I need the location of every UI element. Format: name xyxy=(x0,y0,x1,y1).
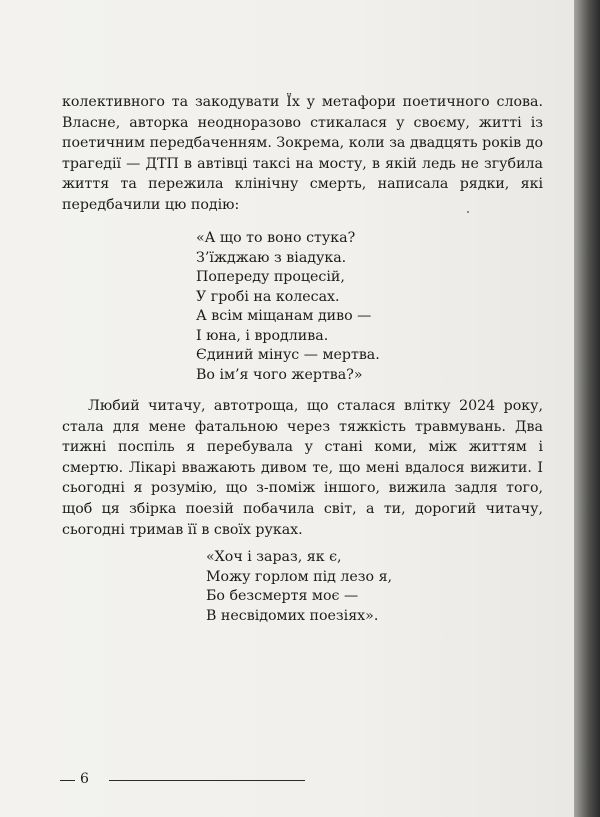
poem-line: А всім міщанам диво — xyxy=(196,308,372,324)
poem-stanza-1 xyxy=(196,229,380,385)
poem-line: В несвідомих поезіях». xyxy=(206,607,379,624)
poem-line: Попереду процесій, xyxy=(196,269,345,285)
intro-paragraph: колективного та закодувати Їх у метафори поетичного слова. Власне, авторка неодноразово стикалася у своєму, житті із поетичним передбаченням. Зокрема, коли за двадцять років до трагедії — ДТП в автівці таксі на мосту, в якій ледь не згубила життя та пережила клінічну смерть, написала рядки, які передбачили цю подію: xyxy=(62,94,543,213)
poem-line: У гробі на колесах. xyxy=(196,288,340,305)
poem-line: «Хоч і зараз, як є, xyxy=(206,549,342,565)
paper-speck xyxy=(467,211,469,213)
poem-line: З’їжджаю з віадука. xyxy=(196,249,347,266)
poem-line: Єдиний мінус — мертва. xyxy=(196,347,380,363)
page-edge-shadow xyxy=(574,0,600,817)
page-number: 6 xyxy=(80,771,89,787)
poem-stanza-2 xyxy=(206,548,392,626)
poem-line: І юна, і вродлива. xyxy=(196,327,329,344)
footer-rule xyxy=(109,780,305,781)
poem-line: Бо безсмертя моє — xyxy=(206,588,359,604)
reader-address-paragraph: Любий читачу, автотроща, що сталася влітку 2024 року, стала для мене фатальною через тяжкість травмувань. Два тижні поспіль я перебувала у стані коми, між життям і смертю. Лікарі вважають дивом те, що мені вдалося вижити. І сьогодні я розумію, що з-поміж іншого, вижила задля того, щоб ця збірка поезій побачила світ, а ти, дорогий читачу, сьогодні тримав її в своїх руках. xyxy=(62,398,543,538)
footer-dash xyxy=(60,780,75,781)
poem-line: Можу горлом під лезо я, xyxy=(206,568,393,585)
poem-line: Во ім’я чого жертва?» xyxy=(196,366,363,383)
poem-line: «А що то воно стука? xyxy=(196,230,356,246)
